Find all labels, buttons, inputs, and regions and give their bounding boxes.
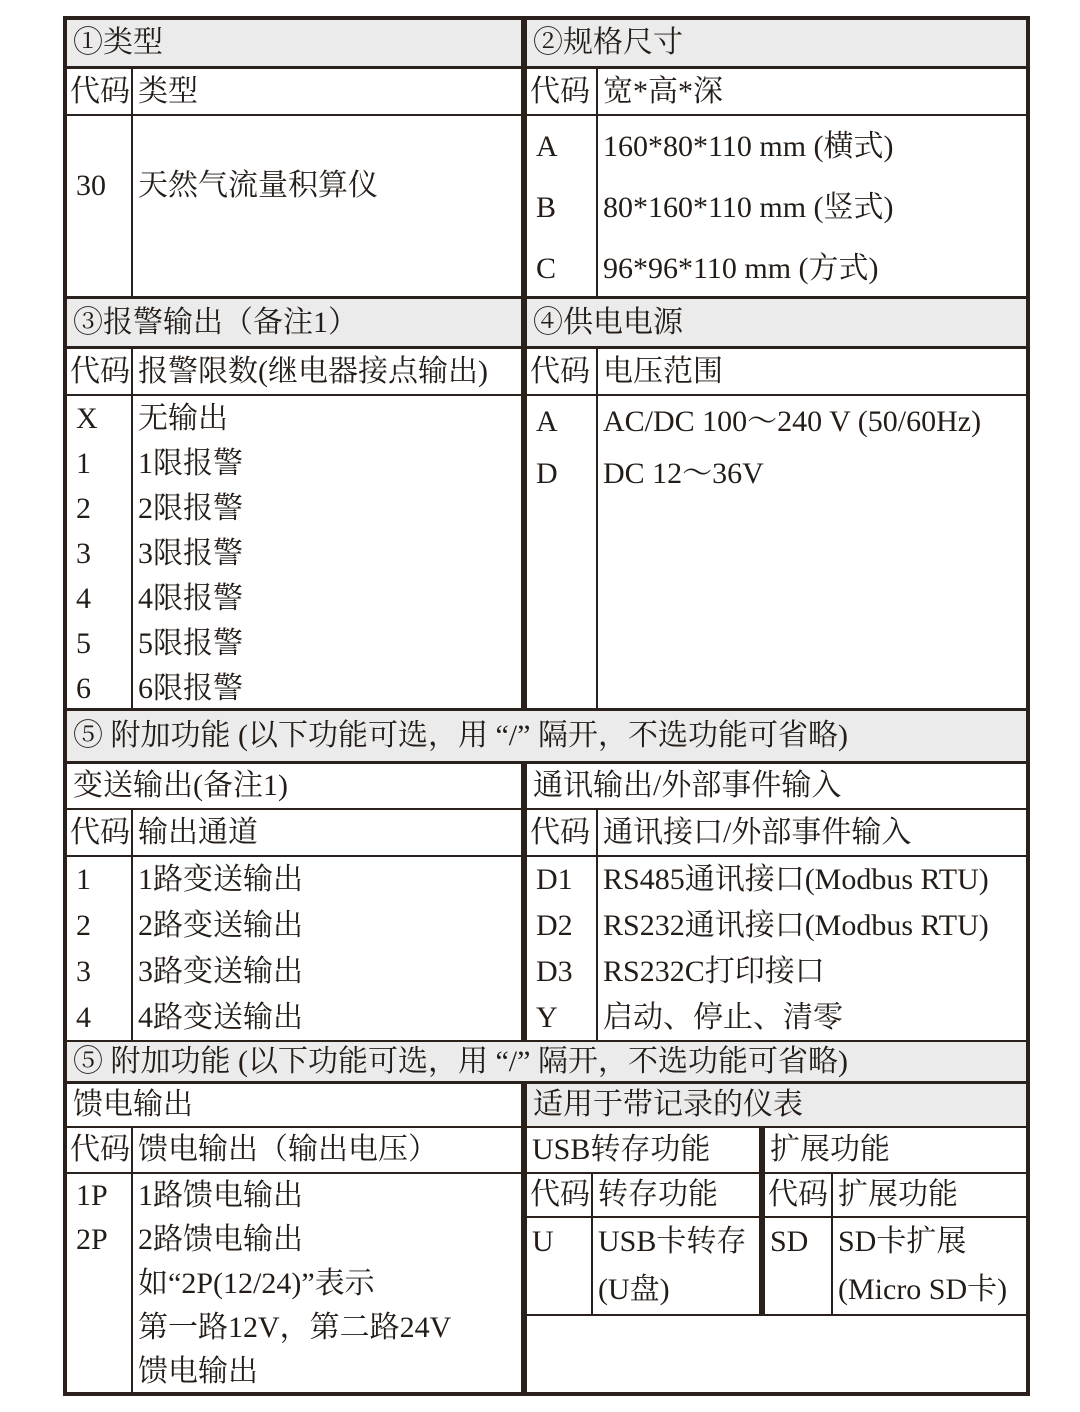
usb-code-cell <box>527 1218 593 1314</box>
expand-name-header: 扩展功能 <box>838 1178 958 1211</box>
feed-note-line-2: 第一路12V，第二路24V <box>138 1311 452 1344</box>
section-header-extra1 <box>67 711 1026 764</box>
size-code-a: A <box>536 130 558 163</box>
feed-body <box>67 1174 521 1396</box>
comm-code-y: Y <box>536 1001 558 1034</box>
alarm-code-1: 1 <box>76 447 91 480</box>
alarm-code-5: 5 <box>76 627 91 660</box>
alarm-label-3: 3限报警 <box>138 537 243 570</box>
section-header-row-1 <box>67 20 1026 69</box>
comm-code-d3: D3 <box>536 955 573 988</box>
record-body <box>527 1218 1026 1316</box>
alarm-label-6: 6限报警 <box>138 672 243 705</box>
comm-label-d3: RS232C打印接口 <box>603 955 825 988</box>
expand-code-sd: SD <box>770 1225 809 1258</box>
transmit-label-cell <box>133 857 521 1040</box>
usb-label-cell <box>593 1218 765 1314</box>
comm-label-cell <box>598 857 1026 1040</box>
section-header-extra2 <box>67 1042 1026 1084</box>
alarm-name-header: 报警限数(继电器接点输出) <box>138 354 488 388</box>
type-name-header: 类型 <box>138 74 198 108</box>
alarm-code-x: X <box>76 402 98 435</box>
type-label-value: 天然气流量积算仪 <box>138 169 378 202</box>
alarm-code-cell <box>67 396 133 708</box>
power-label-cell <box>598 396 1026 708</box>
alarm-label-5: 5限报警 <box>138 627 243 660</box>
type-code-value: 30 <box>76 169 106 202</box>
usb-group-header: USB转存功能 <box>527 1128 765 1172</box>
transmit-code-3: 3 <box>76 955 91 988</box>
extra1-title: ⑤ 附加功能 (以下功能可选，用 “/” 隔开，不选功能可省略) <box>73 719 848 752</box>
transmit-label-3: 3路变送输出 <box>138 955 303 988</box>
power-code-cell <box>527 396 598 708</box>
record-column-header-row <box>527 1174 1026 1218</box>
alarm-label-cell <box>133 396 521 708</box>
alarm-code-3: 3 <box>76 537 91 570</box>
section-type-title: ①类型 <box>73 26 163 59</box>
alarm-code-header: 代码 <box>67 349 133 394</box>
body-row-2 <box>67 396 1026 711</box>
transmit-subtitle: 变送输出(备注1) <box>73 769 288 802</box>
transmit-code-header: 代码 <box>67 810 133 855</box>
comm-code-d2: D2 <box>536 909 573 942</box>
transmit-code-cell <box>67 857 133 1040</box>
comm-subtitle: 通讯输出/外部事件输入 <box>533 769 842 802</box>
size-code-b: B <box>536 191 557 224</box>
feed-label-cell <box>133 1174 521 1394</box>
extra2-subtitle-row <box>67 1084 1026 1128</box>
type-code-header: 代码 <box>67 69 133 114</box>
size-label-b: 80*160*110 mm (竖式) <box>603 191 894 224</box>
body-row-3 <box>67 857 1026 1042</box>
column-header-row-1 <box>67 69 1026 116</box>
transmit-name-header: 输出通道 <box>138 815 258 849</box>
feed-code-cell <box>67 1174 133 1394</box>
feed-subtitle: 馈电输出 <box>73 1088 193 1121</box>
feed-code-header: 代码 <box>67 1128 133 1172</box>
power-code-header: 代码 <box>527 349 598 394</box>
power-code-a: A <box>536 405 558 438</box>
feed-code-1p: 1P <box>76 1179 108 1212</box>
feed-label-2p: 2路馈电输出 <box>138 1223 303 1256</box>
feed-code-2p: 2P <box>76 1223 108 1256</box>
power-label-a: AC/DC 100～240 V (50/60Hz) <box>603 405 982 438</box>
section-alarm-title: ③报警输出（备注1） <box>73 305 358 339</box>
alarm-label-x: 无输出 <box>138 402 228 435</box>
transmit-code-4: 4 <box>76 1001 91 1034</box>
size-code-cell <box>527 116 598 296</box>
size-label-cell <box>598 116 1026 296</box>
comm-code-d1: D1 <box>536 863 573 896</box>
transmit-code-1: 1 <box>76 863 91 896</box>
feed-column-header-row <box>67 1128 521 1174</box>
expand-label-cell <box>833 1218 1026 1314</box>
section-power-title: ④供电电源 <box>533 305 683 339</box>
expand-label-line-2: (Micro SD卡) <box>838 1273 1008 1306</box>
expand-code-cell <box>765 1218 833 1314</box>
power-name-header: 电压范围 <box>603 354 723 388</box>
size-code-c: C <box>536 252 557 285</box>
expand-code-header: 代码 <box>765 1174 833 1216</box>
alarm-label-4: 4限报警 <box>138 582 243 615</box>
expand-label-line-1: SD卡扩展 <box>838 1225 967 1258</box>
extra1-subtitle-row <box>67 764 1026 810</box>
section-size-title: ②规格尺寸 <box>533 26 683 59</box>
column-header-row-2 <box>67 349 1026 396</box>
comm-label-y: 启动、停止、清零 <box>603 1001 843 1034</box>
section-header-row-2 <box>67 299 1026 349</box>
record-subtitle: 适用于带记录的仪表 <box>533 1088 803 1121</box>
feed-label-1p: 1路馈电输出 <box>138 1179 303 1212</box>
alarm-code-4: 4 <box>76 582 91 615</box>
usb-name-header: 转存功能 <box>593 1174 765 1216</box>
usb-label-line-2: (U盘) <box>598 1273 670 1306</box>
size-label-a: 160*80*110 mm (横式) <box>603 130 894 163</box>
type-code-cell <box>67 116 133 296</box>
comm-label-d2: RS232通讯接口(Modbus RTU) <box>603 909 989 942</box>
comm-name-header: 通讯接口/外部事件输入 <box>603 815 912 849</box>
alarm-label-2: 2限报警 <box>138 492 243 525</box>
comm-code-header: 代码 <box>527 810 598 855</box>
feed-note-line-1: 如“2P(12/24)”表示 <box>138 1267 375 1300</box>
transmit-label-2: 2路变送输出 <box>138 909 303 942</box>
power-label-d: DC 12～36V <box>603 457 764 490</box>
type-label-cell <box>133 116 521 296</box>
power-code-d: D <box>536 457 558 490</box>
size-name-header: 宽*高*深 <box>603 74 723 108</box>
bottom-block <box>67 1128 1026 1396</box>
size-code-header: 代码 <box>527 69 598 114</box>
extra2-title: ⑤ 附加功能 (以下功能可选，用 “/” 隔开，不选功能可省略) <box>73 1044 848 1078</box>
column-header-row-3 <box>67 810 1026 857</box>
body-row-1 <box>67 116 1026 299</box>
alarm-code-2: 2 <box>76 492 91 525</box>
usb-code-u: U <box>532 1225 554 1258</box>
usb-code-header: 代码 <box>527 1174 593 1216</box>
transmit-label-4: 4路变送输出 <box>138 1001 303 1034</box>
model-selection-table <box>63 16 1030 1396</box>
feed-note-line-3: 馈电输出 <box>138 1355 258 1388</box>
alarm-code-6: 6 <box>76 672 91 705</box>
comm-code-cell <box>527 857 598 1040</box>
transmit-code-2: 2 <box>76 909 91 942</box>
size-label-c: 96*96*110 mm (方式) <box>603 252 879 285</box>
alarm-label-1: 1限报警 <box>138 447 243 480</box>
record-group-header-row <box>527 1128 1026 1174</box>
expand-group-header: 扩展功能 <box>770 1133 890 1166</box>
comm-label-d1: RS485通讯接口(Modbus RTU) <box>603 863 989 896</box>
feed-name-header: 馈电输出（输出电压） <box>138 1133 438 1166</box>
transmit-label-1: 1路变送输出 <box>138 863 303 896</box>
usb-label-line-1: USB卡转存 <box>598 1225 747 1258</box>
